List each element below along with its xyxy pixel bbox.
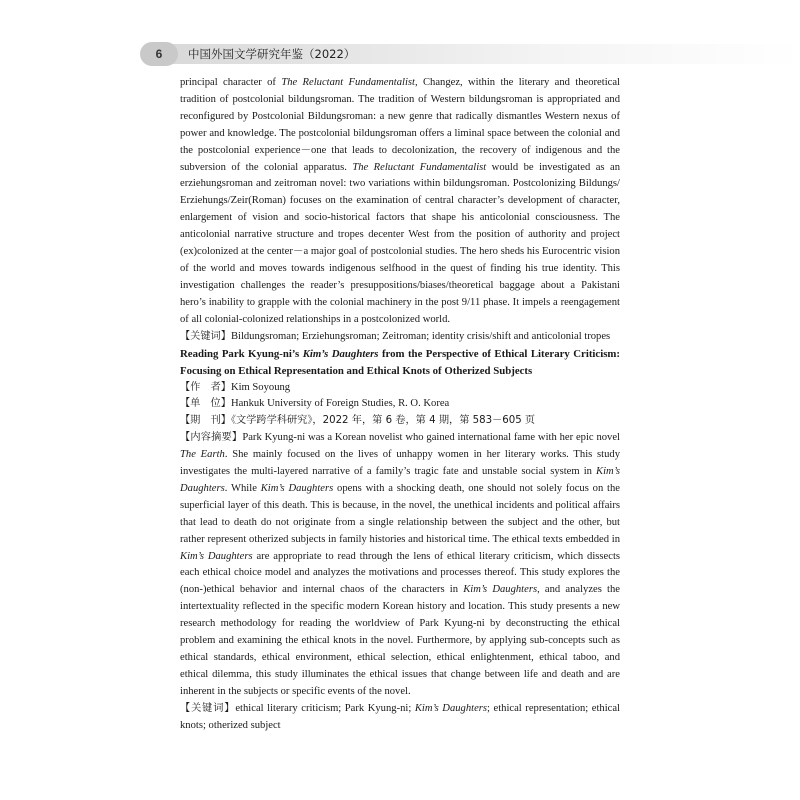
author-value: Kim Soyoung [230,381,291,393]
article2-title: Reading Park Kyung-ni’s Kim’s Daughters from the Perspective of Ethical Literary Criticism: Focusing on Ethical Representation and Ethical Knots of Otherized Subjects [180,347,620,377]
unit-label: 【单 位】 [180,398,231,410]
journal-label: 【期 刊】 [180,415,231,427]
book-title: Kim’s Daughters [414,702,488,714]
book-title: The Reluctant Fundamentalist [281,77,415,88]
article2-abstract: 【内容摘要】Park Kyung-ni was a Korean novelist who gained international fame with her epic novel The Earth. She mainly focused on the lives of unhappy women in her literary works. This study investigates the multi-layered narrative of a family’s tragic fate and unstable social system in Kim’s Daughters. While Kim’s Daughters opens with a shocking death, one should not solely focus on the superficial layer of this death. This is because, in the novel, the unethical incidents and political affairs that lead to death do not originate from a single relationship between the subject and the other, but rather represent otherized subjects in family histories and historical time. The ethical texts embedded in Kim’s Daughters are appropriate to read through the lens of ethical literary criticism, which dissects each ethical choice model and analyzes the motivations and processes thereof. This study explores the (non-)ethical behavior and internal chaos of the characters in Kim’s Daughters, and analyzes the intertextuality reflected in the specific modern Korean history and location. This study presents a new research methodology for reading the worldview of Park Kyung-ni by deconstructing the ethical problem and examining the ethical knots in the novel. Furthermore, by applying sub-concepts such as ethical standards, ethical environment, ethical selection, ethical enlightenment, ethical taboo, and ethical dilemma, this study illuminates the ethical issues that change between life and death and are inherent in the subjects or specific events of the novel. [180,432,621,697]
book-title: Kim’s Daughters [302,347,379,360]
running-title: 中国外国文学研究年鉴（2022） [188,47,356,61]
page-number: 6 [140,42,178,66]
keywords-text: Bildungsroman; Erziehungsroman; Zeitroman; identity crisis/shift and anticolonial tropes [230,330,611,342]
journal-value: 《文学跨学科研究》，2022 年，第 6 卷，第 4 期，第 583－605 页 [230,415,536,427]
author-label: 【作 者】 [180,381,231,393]
book-title: Kim’s Daughters [463,584,538,596]
book-title: Kim’s Daughters [180,550,253,562]
book-title: Kim’s Daughters [180,466,620,494]
running-header [140,40,800,70]
book-title: The Reluctant Fundamentalist [352,161,487,173]
article2-keywords: 【关键词】ethical literary criticism; Park Kyung-ni; Kim’s Daughters; ethical representation; ethical knots; otherized subject [180,702,620,731]
article2-journal [180,413,620,430]
abstract-label: 【内容摘要】 [180,432,243,444]
article1-abstract: principal character of The Reluctant Fundamentalist, Changez, within the literary and theoretical tradition of postcolonial bildungsroman. The tradition of Western bildungsroman is appropriated and reconfigured by Postcolonial Bildungsroman: a new genre that radically dismantles Western nexus of power and knowledge. The postcolonial bildungsroman offers a liminal space between the colonial and the postcolonial experience－one that leads to decolonization, the recovery of indigenous and the subversion of the colonial apparatus. The Reluctant Fundamentalist would be investigated as an erziehungsroman and zeitroman novel: two variations within bildungsroman. Postcolonizing Bildungs/ Erziehungs/Zeir(Roman) focuses on the examination of central character’s development of character, enlargement of vision and socio-historical factors that shape his anticolonial consciousness. The anticolonial narrative structure and tropes decenter West from the position of authority and project (ex)colonized at the center－a major goal of postcolonial studies. The hero sheds his Eurocentric vision of the world and moves towards indigenous selfhood in the quest of finding his true identity. This investigation challenges the reader’s presuppositions/biases/theoretical baggage about a Pakistani hero’s inability to grapple with the colonial machinery in the post 9/11 phase. It impels a reengagement of all colonial-colonized relationships in a postcolonized world. [180,77,620,325]
keywords-label: 【关键词】 [180,702,236,714]
book-title: The Earth [180,449,225,461]
unit-value: Hankuk University of Foreign Studies, R. O. Korea [230,398,450,410]
article2-unit [180,396,620,413]
page-content [180,75,620,735]
book-title: Kim’s Daughters [260,482,334,494]
keywords-label: 【关键词】 [180,330,231,342]
article2-author [180,380,620,397]
article1-keywords [180,329,620,346]
